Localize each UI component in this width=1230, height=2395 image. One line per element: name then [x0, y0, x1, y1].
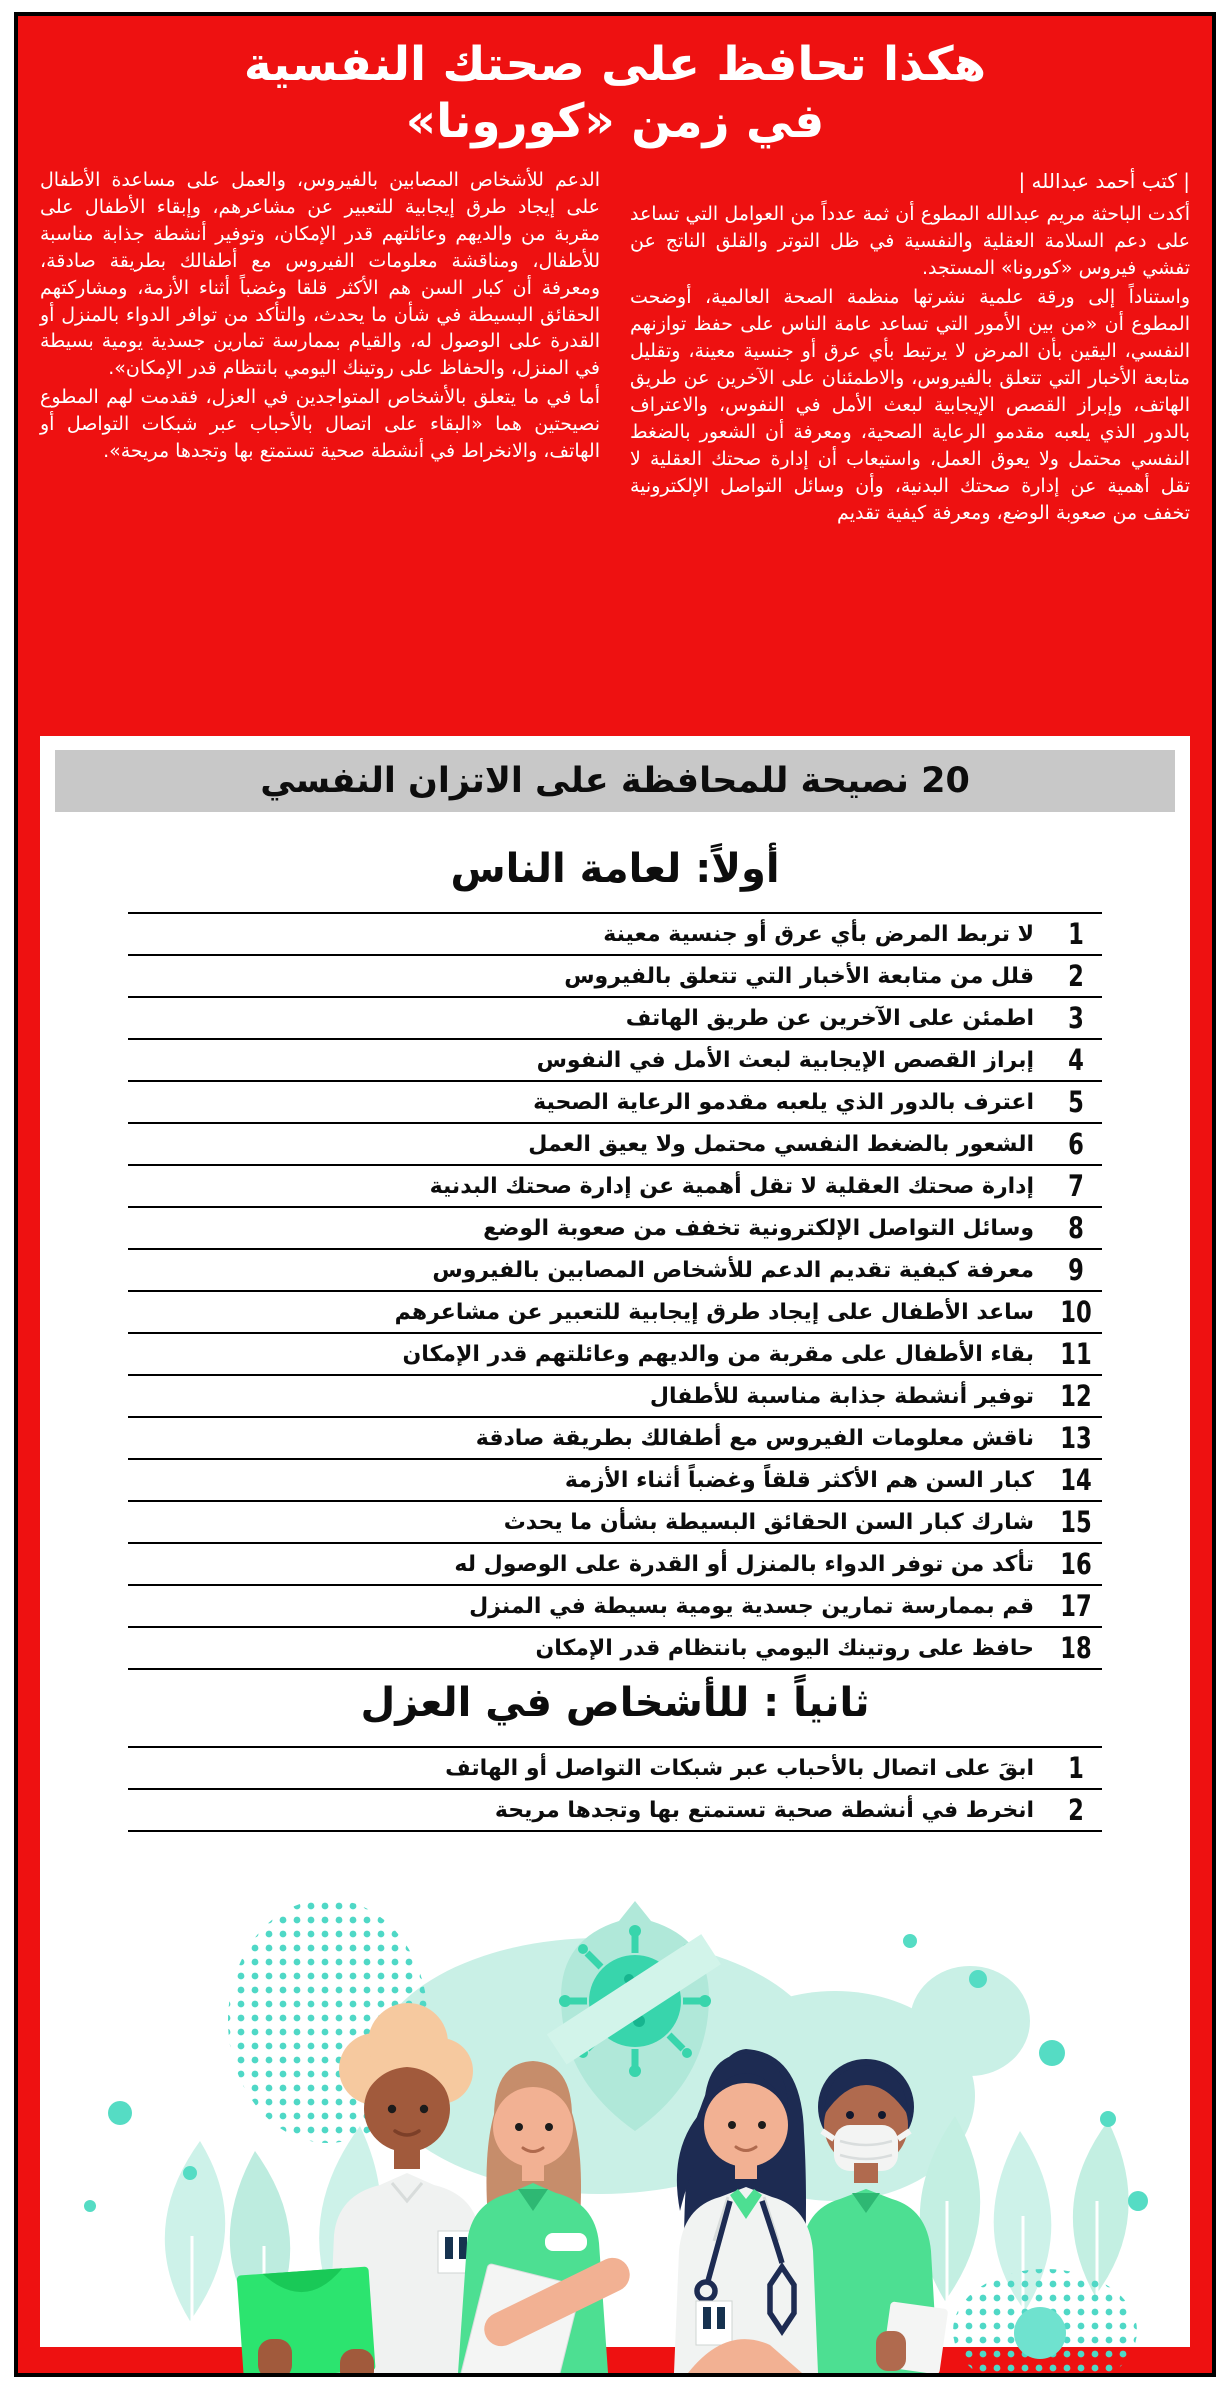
tip-number: 15 [1060, 1505, 1092, 1539]
tip-number: 13 [1060, 1421, 1092, 1455]
tip-text: قلل من متابعة الأخبار التي تتعلق بالفيروس [564, 963, 1034, 989]
tip-text: معرفة كيفية تقديم الدعم للأشخاص المصابين بالفيروس [432, 1257, 1034, 1283]
tip-text: بقاء الأطفال على مقربة من والديهم وعائلتهم قدر الإمكان [402, 1341, 1034, 1367]
tips-banner [55, 750, 1175, 812]
tip-number: 14 [1060, 1463, 1092, 1497]
tip-text: إبراز القصص الإيجابية لبعث الأمل في النفوس [536, 1047, 1034, 1073]
tip-text: توفير أنشطة جذابة مناسبة للأطفال [649, 1383, 1034, 1409]
tip-list-isolation [128, 1746, 1102, 1832]
page-title-line1: هكذا تحافظ على صحتك النفسية [243, 37, 987, 92]
tip-list-general [128, 912, 1102, 1670]
article-paragraph: أما في ما يتعلق بالأشخاص المتواجدين في العزل، فقدمت لهم المطوع نصيحتين هما «البقاء على اتصال بالأحباب عبر شبكات التواصل أو الهاتف، والانخراط في أنشطة صحية تستمتع بها وتجدها مريحة». [40, 386, 600, 463]
tips-banner-title: 20 نصيحة للمحافظة على الاتزان النفسي [260, 761, 970, 801]
tip-number: 4 [1068, 1043, 1084, 1077]
tip-row [128, 1292, 1102, 1334]
tip-row [128, 1208, 1102, 1250]
tip-row [128, 1040, 1102, 1082]
tip-number: 18 [1060, 1631, 1092, 1665]
tip-text: تأكد من توفر الدواء بالمنزل أو القدرة على الوصول له [454, 1551, 1034, 1577]
tip-text: اطمئن على الآخرين عن طريق الهاتف [625, 1005, 1034, 1031]
red-frame [14, 12, 1216, 2377]
article-paragraph: واستناداً إلى ورقة علمية نشرتها منظمة الصحة العالمية، أوضحت المطوع أن «من بين الأمور التي تساعد عامة الناس على حفظ توازنهم النفسي، اليقين بأن المرض لا يرتبط بأي عرق أو جنسية معينة، وتقليل متابعة الأخبار التي تتعلق بالفيروس، والاطمئنان على الآخرين عن طريق الهاتف، وإبراز القصص الإيجابية لبعث الأمل في النفوس، والاعتراف بالدور الذي يلعبه مقدمو الرعاية الصحية، ومعرفة أن الشعور بالضغط النفسي محتمل ولا يعوق العمل، واستيعاب أن إدارة صحتك العقلية لا تقل أهمية عن إدارة صحتك البدنية، وأن وسائل التواصل الإلكترونية تخفف من صعوبة الوضع، ومعرفة كيفية تقديم [630, 285, 1190, 524]
page-title-line2: في زمن «كورونا» [405, 94, 825, 150]
tip-text: إدارة صحتك العقلية لا تقل أهمية عن إدارة صحتك البدنية [429, 1173, 1034, 1199]
tip-row [128, 998, 1102, 1040]
tip-row [128, 1544, 1102, 1586]
tip-number: 9 [1068, 1253, 1084, 1287]
tip-text: شارك كبار السن الحقائق البسيطة بشأن ما يحدث [503, 1509, 1034, 1535]
halftone-dots [953, 2269, 1137, 2373]
tip-row [128, 1460, 1102, 1502]
article-paragraph: الدعم للأشخاص المصابين بالفيروس، والعمل على مساعدة الأطفال على إيجاد طرق إيجابية للتعبير عن مشاعرهم، وإبقاء الأطفال على مقربة من والديهم وعائلتهم قدر الإمكان، وتوفير أنشطة جذابة مناسبة للأطفال، ومناقشة معلومات الفيروس مع أطفالك بطريقة صادقة، ومعرفة أن كبار السن هم الأكثر قلقا وغضباً أثناء الأزمة، ومشاركتهم الحقائق البسيطة في شأن ما يحدث، والتأكد من توافر الدواء بالمنزل أو القدرة على الوصول له، والقيام بممارسة تمارين جسدية يومية بسيطة في المنزل، والحفاظ على روتينك اليومي بانتظام قدر الإمكان». [40, 168, 600, 380]
tip-number: 1 [1068, 1751, 1084, 1785]
tip-number: 5 [1068, 1085, 1084, 1119]
tip-row [128, 914, 1102, 956]
section-heading-general: أولاً: لعامة الناس [450, 846, 780, 892]
tip-row [128, 1082, 1102, 1124]
tip-number: 6 [1068, 1127, 1084, 1161]
tip-row [128, 1790, 1102, 1832]
tip-text: ناقش معلومات الفيروس مع أطفالك بطريقة صادقة [475, 1425, 1034, 1451]
article-right-column [630, 167, 1190, 727]
article-left-column [40, 167, 600, 727]
tip-text: الشعور بالضغط النفسي محتمل ولا يعيق العمل [528, 1131, 1034, 1157]
tip-number: 12 [1060, 1379, 1092, 1413]
section-heading-isolation: ثانياً : للأشخاص في العزل [360, 1680, 870, 1726]
tip-row [128, 1334, 1102, 1376]
tip-row [128, 1418, 1102, 1460]
tip-number: 2 [1068, 959, 1084, 993]
tip-text: اعترف بالدور الذي يلعبه مقدمو الرعاية الصحية [533, 1089, 1034, 1115]
tip-number: 17 [1060, 1589, 1092, 1623]
tip-row [128, 1748, 1102, 1790]
tip-number: 7 [1068, 1169, 1084, 1203]
healthcare-workers-illustration [40, 1901, 1190, 2373]
tip-text: كبار السن هم الأكثر قلقاً وغضباً أثناء الأزمة [564, 1467, 1034, 1493]
tip-number: 3 [1068, 1001, 1084, 1035]
page-title [18, 36, 1212, 151]
tip-row [128, 1124, 1102, 1166]
tips-panel [40, 736, 1190, 2347]
tip-row [128, 1502, 1102, 1544]
tip-text: وسائل التواصل الإلكترونية تخفف من صعوبة الوضع [483, 1215, 1034, 1241]
tip-row [128, 956, 1102, 998]
tip-number: 2 [1068, 1793, 1084, 1827]
tip-row [128, 1250, 1102, 1292]
tip-row [128, 1586, 1102, 1628]
article-paragraph: أكدت الباحثة مريم عبدالله المطوع أن ثمة عدداً من العوامل التي تساعد على دعم السلامة العقلية والنفسية في ظل التوتر والقلق الناتج عن تفشي فيروس «كورونا» المستجد. [630, 203, 1190, 279]
tip-number: 8 [1068, 1211, 1084, 1245]
tip-number: 11 [1060, 1337, 1092, 1371]
byline: | كتب أحمد عبدالله | [1018, 168, 1190, 193]
tip-row [128, 1376, 1102, 1418]
tip-row [128, 1166, 1102, 1208]
tip-text: قم بممارسة تمارين جسدية يومية بسيطة في المنزل [469, 1593, 1034, 1619]
tip-text: ساعد الأطفال على إيجاد طرق إيجابية للتعبير عن مشاعرهم [394, 1299, 1034, 1325]
article-body [18, 167, 1212, 727]
tip-text: لا تربط المرض بأي عرق أو جنسية معينة [603, 921, 1034, 947]
tip-text: حافظ على روتينك اليومي بانتظام قدر الإمكان [535, 1635, 1034, 1661]
tip-number: 16 [1060, 1547, 1092, 1581]
tip-text: انخرط في أنشطة صحية تستمتع بها وتجدها مريحة [494, 1797, 1034, 1823]
tip-row [128, 1628, 1102, 1670]
tip-number: 1 [1068, 917, 1084, 951]
tip-number: 10 [1060, 1295, 1092, 1329]
tip-text: ابقَ على اتصال بالأحباب عبر شبكات التواصل أو الهاتف [445, 1755, 1034, 1781]
